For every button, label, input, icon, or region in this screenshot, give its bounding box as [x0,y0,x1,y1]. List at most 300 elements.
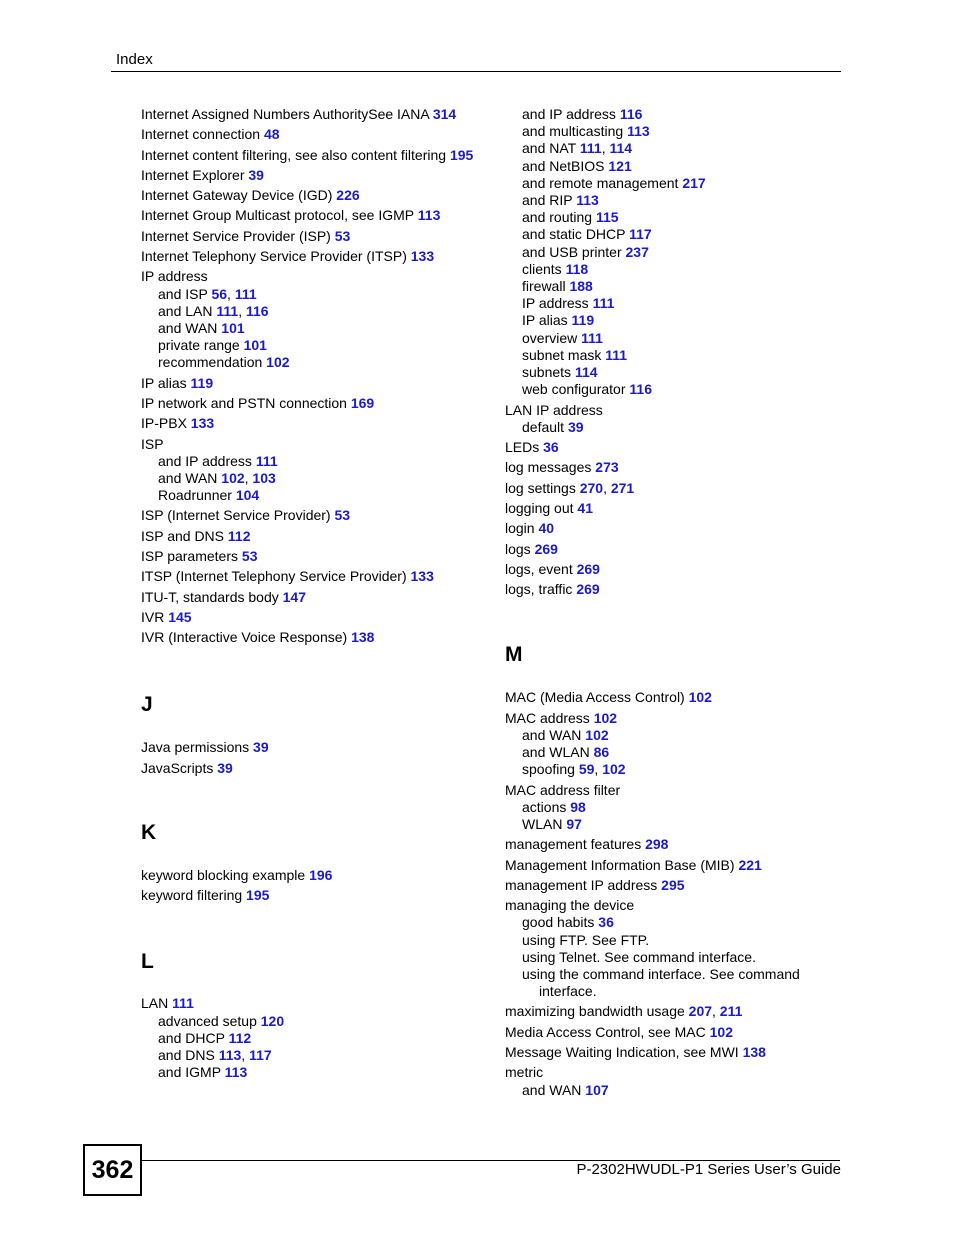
index-term-text: Media Access Control, see MAC [505,1023,710,1040]
index-letter-group [141,821,496,845]
index-term [505,836,860,853]
page-link[interactable]: 117 [249,1047,272,1064]
page-link[interactable]: 97 [566,815,582,832]
index-entry [505,897,860,1000]
header-rule [111,71,841,72]
index-term-text: ISP (Internet Service Provider) [141,507,335,524]
index-subterm [522,278,860,295]
page-link[interactable]: 113 [218,1047,242,1064]
index-subterm-text: and static DHCP [522,226,630,243]
index-subterm [522,347,860,364]
page-link[interactable]: 116 [245,302,269,319]
index-subterm [522,727,860,744]
index-term [505,541,860,558]
page-link[interactable]: 119 [190,374,214,391]
index-subterm [522,123,860,140]
page-link[interactable]: 138 [351,629,375,646]
index-letter-heading: M [505,643,523,667]
index-subterm [158,320,496,337]
index-term-text: LEDs [505,439,544,456]
index-letter-heading: K [141,820,157,844]
index-column-right [505,106,860,1102]
index-subterm-text: and IGMP [158,1064,225,1081]
index-term [141,760,496,777]
page-separator: , [601,140,610,157]
index-term [505,1044,860,1061]
index-subterm [158,286,496,303]
index-term [141,507,496,524]
page-link[interactable]: 101 [221,319,245,336]
index-term [505,689,860,706]
index-term [505,520,860,537]
page-link[interactable]: 113 [417,207,441,224]
index-term-text: Internet connection [141,126,264,143]
index-subterm [522,330,860,347]
index-term-text: Message Waiting Indication, see MWI [505,1044,743,1061]
index-term [141,375,496,392]
index-subterm-text: and USB printer [522,243,626,260]
index-entry [141,228,496,245]
index-term [141,167,496,184]
index-subterm [158,470,496,487]
index-entry [505,541,860,558]
index-term [505,439,860,456]
index-subterm [158,1030,496,1047]
index-entry [141,187,496,204]
page-link[interactable]: 104 [235,487,260,504]
running-header: Index [116,51,153,68]
index-term-text: ISP and DNS [141,527,228,544]
page-link[interactable]: 271 [610,479,635,496]
page-link[interactable]: 111 [172,995,194,1012]
index-term-text: maximizing bandwidth usage [505,1003,689,1020]
index-subterm-text: and routing [522,209,596,226]
index-entry [505,782,860,834]
index-term [141,568,496,585]
index-subterm [158,354,496,371]
index-subterm-text: using the command interface. See command [522,965,800,982]
index-term [505,1064,860,1081]
page-link[interactable]: 113 [627,123,650,140]
page-link[interactable]: 169 [350,394,375,411]
index-term-text: Internet Group Multicast protocol, see IGMP [141,207,418,224]
index-subterm [522,312,860,329]
index-entry [141,147,496,164]
index-subterm [158,1047,496,1064]
index-term [505,710,860,727]
page-link[interactable]: 133 [410,568,434,585]
page-link[interactable]: 107 [585,1081,609,1098]
index-subterm [158,487,496,504]
index-term-text: log messages [505,459,596,476]
guide-title: P-2302HWUDL-P1 Series User’s Guide [576,1161,841,1178]
index-subterm-text: and WAN [158,469,222,486]
index-entry [505,459,860,476]
index-subterm-text: and WLAN [522,744,594,761]
index-term-text: ISP [141,435,164,452]
index-entry [141,568,496,585]
index-subterm-text: and RIP [522,192,577,209]
index-subterm-text: recommendation [158,354,267,371]
index-entry [141,268,496,371]
index-term-text: metric [505,1064,544,1081]
index-term-text: ISP parameters [141,548,242,565]
page-link[interactable]: 102 [585,726,609,743]
index-subterm [522,364,860,381]
page-link[interactable]: 133 [410,248,435,265]
page-link[interactable]: 116 [629,381,652,398]
page-link[interactable]: 111 [581,329,603,346]
page-link[interactable]: 53 [334,507,351,524]
index-term-text: JavaScripts [141,759,218,776]
index-entry [505,710,860,779]
index-term-text: MAC (Media Access Control) [505,689,689,706]
index-subterm [522,1082,860,1099]
index-term [141,739,496,756]
index-term [141,415,496,432]
page-link[interactable]: 39 [248,166,264,183]
page-link[interactable]: 118 [565,260,589,277]
index-entry [141,609,496,626]
index-entry [141,207,496,224]
index-term-text: logging out [505,499,578,516]
page-separator: , [594,761,603,778]
index-entry [505,1024,860,1041]
index-term [141,887,496,904]
index-term [141,548,496,565]
page-link[interactable]: 56 [211,285,228,302]
page-link[interactable]: 36 [543,439,559,456]
index-term [141,867,496,884]
index-term [141,248,496,265]
page-link[interactable]: 221 [738,856,762,873]
page-link[interactable]: 40 [538,520,555,537]
index-term-text: Java permissions [141,739,254,756]
index-subterm-text: actions [522,798,571,815]
page-link[interactable]: 195 [449,146,474,163]
index-term [141,187,496,204]
index-entry [505,581,860,598]
index-entry [141,739,496,756]
index-subterm [522,158,860,175]
page-separator: , [244,469,253,486]
page-separator: , [603,479,611,496]
index-letter-heading: J [141,693,153,717]
index-subterm-text: and DNS [158,1047,219,1064]
index-term-text: IVR (Interactive Voice Response) [141,629,352,646]
page-link[interactable]: 314 [432,106,457,122]
index-term-text: keyword filtering [141,887,247,904]
page-link[interactable]: 113 [576,192,599,209]
page-link[interactable]: 53 [334,227,351,244]
page-number: 362 [83,1144,142,1196]
index-entry [505,480,860,497]
page-separator: , [227,285,235,302]
index-subterm-text: and NAT [522,140,580,157]
page-link[interactable]: 298 [645,836,669,853]
index-term [505,782,860,799]
index-subterm-text: clients [522,260,566,277]
index-term [141,436,496,453]
index-term-text: IP network and PSTN connection [141,394,351,411]
index-subterm [158,303,496,320]
index-subterm-text: firewall [522,278,570,295]
index-term-text: IP address [141,268,208,285]
index-entry [141,375,496,392]
index-subterm-text: subnets [522,364,575,381]
page-link[interactable]: 120 [260,1012,285,1029]
index-term-text: ITSP (Internet Telephony Service Provider) [141,568,411,585]
index-subterm-text: IP address [522,295,593,312]
page-link[interactable]: 226 [336,187,360,204]
page-link[interactable]: 39 [217,759,233,776]
index-letter-group [141,950,496,974]
index-subterm [522,966,860,983]
index-entry [141,415,496,432]
index-subterm [522,914,860,931]
page-link[interactable]: 145 [168,608,192,625]
page-link[interactable]: 237 [625,243,649,260]
index-subterm-text: subnet mask [522,346,606,363]
page-link[interactable]: 217 [682,174,706,191]
index-term [141,995,496,1012]
index-subterm [522,381,860,398]
index-entry [141,167,496,184]
index-subterm [522,140,860,157]
index-term [505,1003,860,1020]
page-link[interactable]: 116 [619,106,643,122]
index-subterm [522,295,860,312]
index-term [505,480,860,497]
index-subterm-text: spoofing [522,761,579,778]
index-letter-heading: L [141,950,154,974]
page-link[interactable]: 41 [577,499,593,516]
index-term [505,877,860,894]
page-link[interactable]: 103 [252,469,276,486]
index-subterm-text: Roadrunner [158,487,236,504]
index-entry [141,589,496,606]
page-link[interactable]: 273 [595,459,619,476]
index-subterm-text: and multicasting [522,123,628,140]
index-subterm-text: advanced setup [158,1012,261,1029]
index-entry [141,436,496,505]
page-link[interactable]: 269 [534,540,558,557]
page-link[interactable]: 53 [241,548,258,565]
index-term-text: Internet Explorer [141,166,249,183]
index-entry [141,106,496,123]
index-term [505,1024,860,1041]
index-subterm-text: and WAN [158,319,222,336]
index-subterm-text: and remote management [522,174,683,191]
index-term-text: keyword blocking example [141,866,310,883]
index-term-text: managing the device [505,897,635,914]
page-link[interactable]: 102 [221,469,245,486]
index-subterm [522,799,860,816]
page-link[interactable]: 59 [578,761,595,778]
index-term-text: logs [505,540,535,557]
index-term [141,609,496,626]
index-subterm [522,226,860,243]
index-subterm-text: interface. [539,983,597,1000]
page-separator: , [712,1003,720,1020]
page-link[interactable]: 133 [190,415,215,432]
index-entry [141,507,496,524]
index-entry [141,995,496,1081]
page-link[interactable]: 270 [579,479,604,496]
index-letter-group [505,643,860,667]
page-link[interactable]: 48 [263,126,280,143]
page-link[interactable]: 36 [598,914,614,931]
index-entry [141,629,496,646]
page-link[interactable]: 114 [609,140,633,157]
index-term [141,528,496,545]
index-subterm-text: default [522,418,568,435]
index-term [141,147,496,164]
page-link[interactable]: 138 [742,1044,766,1061]
index-term [505,500,860,517]
page-link[interactable]: 112 [227,527,251,544]
index-subterm [158,1013,496,1030]
index-term [141,629,496,646]
page-link[interactable]: 102 [688,689,712,706]
index-term-text: Internet Assigned Numbers AuthoritySee IANA [141,106,433,122]
index-term [141,106,496,123]
index-entry [505,1044,860,1061]
index-subterm [522,175,860,192]
index-term [141,126,496,143]
index-term [141,395,496,412]
index-term-text: log settings [505,479,580,496]
index-entry [505,836,860,853]
index-entry [505,689,860,706]
index-subterm [522,209,860,226]
index-subterm [522,744,860,761]
index-term [505,857,860,874]
index-subterm [522,419,860,436]
index-subterm [522,106,860,123]
index-subterm [522,244,860,261]
page-separator: , [238,302,246,319]
page-link[interactable]: 269 [576,581,600,598]
page-link[interactable]: 117 [629,226,652,243]
index-term-text: LAN IP address [505,401,603,418]
index-subterm [158,1064,496,1081]
page-link[interactable]: 98 [570,798,586,815]
page-link[interactable]: 86 [593,744,610,761]
index-subterm-text: good habits [522,914,599,931]
index-entry [505,1003,860,1020]
page-separator: , [241,1047,250,1064]
page-link[interactable]: 111 [579,140,602,157]
index-subterm-text: and IP address [522,106,620,122]
index-subterm-text: using FTP. See FTP. [522,931,650,948]
index-subterm-text: overview [522,329,582,346]
page-link[interactable]: 207 [688,1003,713,1020]
page-link[interactable]: 111 [216,302,239,319]
page-link[interactable]: 211 [719,1003,743,1020]
index-entry [505,500,860,517]
page-link[interactable]: 121 [608,157,632,174]
index-entry [505,857,860,874]
index-entry [141,760,496,777]
index-entry [141,887,496,904]
page-link[interactable]: 102 [593,709,618,726]
index-term-text: Management Information Base (MIB) [505,856,739,873]
index-term-text: LAN [141,995,173,1012]
index-term [505,581,860,598]
page-link[interactable]: 111 [255,452,278,469]
page-link[interactable]: 39 [253,739,269,756]
page-link[interactable]: 195 [246,887,270,904]
index-subterm-text: IP alias [522,312,572,329]
index-entry [505,439,860,456]
index-subterm [522,949,860,966]
index-subterm-text: and LAN [158,302,217,319]
index-term-text: Internet Telephony Service Provider (ITSP) [141,248,411,265]
index-subterm-text: private range [158,337,244,354]
index-term [141,228,496,245]
page-link[interactable]: 39 [567,418,584,435]
page-link[interactable]: 102 [602,761,626,778]
index-term-text: management IP address [505,876,662,893]
index-term-text: MAC address filter [505,781,621,798]
page-link[interactable]: 102 [709,1023,733,1040]
index-term-text: login [505,520,539,537]
page-link[interactable]: 111 [605,346,628,363]
page-link[interactable]: 113 [224,1064,248,1081]
index-subterm-text: WLAN [522,815,567,832]
index-subterm-text: using Telnet. See command interface. [522,948,756,965]
index-subterm-text: and WAN [522,726,586,743]
index-term-text: Internet Service Provider (ISP) [141,227,335,244]
index-subterm [522,816,860,833]
page-link[interactable]: 111 [592,295,615,312]
page-link[interactable]: 147 [282,588,306,605]
index-subterm-text: and ISP [158,285,212,302]
index-term-text: IVR [141,608,169,625]
index-term [505,561,860,578]
page-link[interactable]: 188 [569,278,593,295]
index-term [141,207,496,224]
index-subterm [158,337,496,354]
index-entry [141,867,496,884]
page-link[interactable]: 101 [243,337,267,354]
page-link[interactable]: 119 [571,312,595,329]
page-link[interactable]: 102 [266,354,290,371]
index-subterm-text: web configurator [522,381,630,398]
index-term-text: management features [505,836,646,853]
page-link[interactable]: 269 [576,560,600,577]
index-term [505,897,860,914]
page-link[interactable]: 115 [595,209,619,226]
page-link[interactable]: 295 [661,876,685,893]
index-entry [505,402,860,436]
index-column-left [141,106,496,1085]
index-term-text: Internet Gateway Device (IGD) [141,187,337,204]
index-entry [141,548,496,565]
index-term-text: MAC address [505,709,594,726]
index-subterm-text: and WAN [522,1081,586,1098]
index-subterm-text: and IP address [158,452,256,469]
page-link[interactable]: 114 [574,364,598,381]
page-link[interactable]: 111 [234,285,257,302]
page-link[interactable]: 196 [309,866,333,883]
index-entry [505,561,860,578]
page-link[interactable]: 112 [228,1029,252,1046]
index-term-text: logs, event [505,560,577,577]
index-entry [141,248,496,265]
index-term-text: IP-PBX [141,415,191,432]
